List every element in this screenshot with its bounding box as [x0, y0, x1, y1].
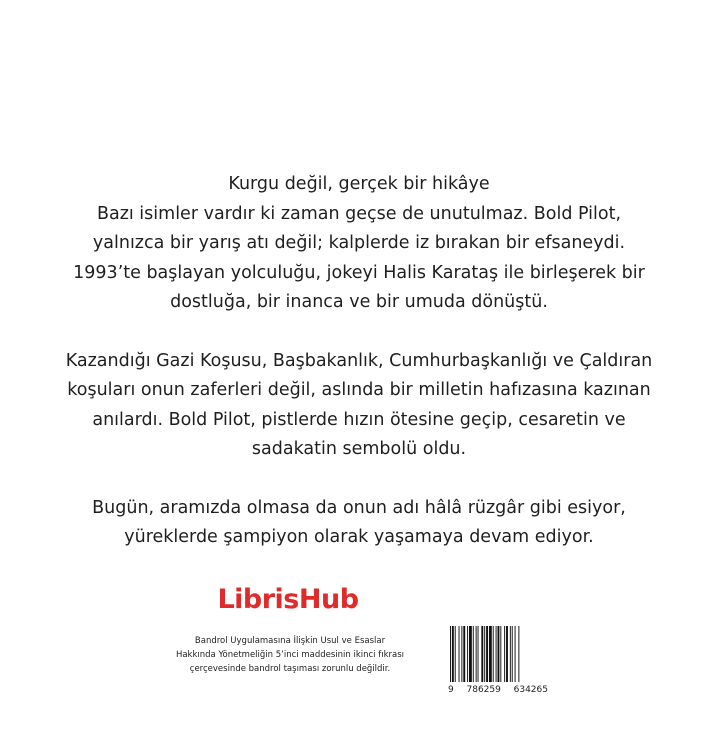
- blurb-line: Kazandığı Gazi Koşusu, Başbakanlık, Cumhurbaşkanlığı ve: [65, 350, 574, 371]
- blurb-line: Bold Pilot, yalnızca bir yarış atı değil; kalplerde iz bırakan bir: [92, 203, 622, 253]
- notice-line: Bandrol Uygulamasına İlişkin Usul ve Esaslar: [194, 636, 386, 646]
- blurb-title-text: Kurgu değil, gerçek bir hikâye: [228, 174, 490, 194]
- isbn-barcode: [448, 626, 548, 682]
- isbn-number: [448, 685, 548, 695]
- blurb-line: Bugün, aramızda olmasa da onun adı hâlâ rüzgâr gibi esiyor,: [92, 497, 626, 518]
- isbn-group-2: 634265: [513, 685, 548, 695]
- blurb-line: geçip, cesaretin ve sadakatin sembolü oldu.: [251, 409, 626, 459]
- blurb-line: efsaneydi. 1993’te başlayan yolculuğu, jokeyi Halis Karataş ile: [73, 233, 626, 283]
- notice-line: çerçevesinde bandrol taşıması zorunlu değildir.: [189, 664, 391, 674]
- notice-line: Hakkında Yönetmeliğin 5’inci maddesinin ikinci fıkrası: [175, 650, 405, 660]
- isbn-group-1: 786259: [466, 685, 501, 695]
- isbn-prefix: 9: [448, 685, 454, 695]
- blurb-paragraph-3: [60, 494, 658, 553]
- blurb-line: birleşerek bir dostluğa, bir inanca ve bir umuda dönüştü.: [170, 262, 645, 312]
- blurb-line: Çaldıran koşuları onun zaferleri değil, aslında bir milletin: [67, 350, 653, 400]
- publisher-logo: LibrisHub: [217, 584, 359, 615]
- blurb-line: yüreklerde şampiyon olarak yaşamaya devam ediyor.: [124, 527, 594, 547]
- back-cover-text: [60, 170, 658, 582]
- bandrol-notice: [165, 634, 415, 676]
- blurb-paragraph-1: [60, 200, 658, 318]
- blurb-line: Bazı isimler vardır ki zaman geçse de unutulmaz.: [96, 203, 529, 224]
- blurb-line: hafızasına kazınan anılardı. Bold Pilot, pistlerde hızın ötesine: [92, 380, 651, 430]
- blurb-paragraph-2: [60, 347, 658, 465]
- blurb-title: [60, 170, 658, 200]
